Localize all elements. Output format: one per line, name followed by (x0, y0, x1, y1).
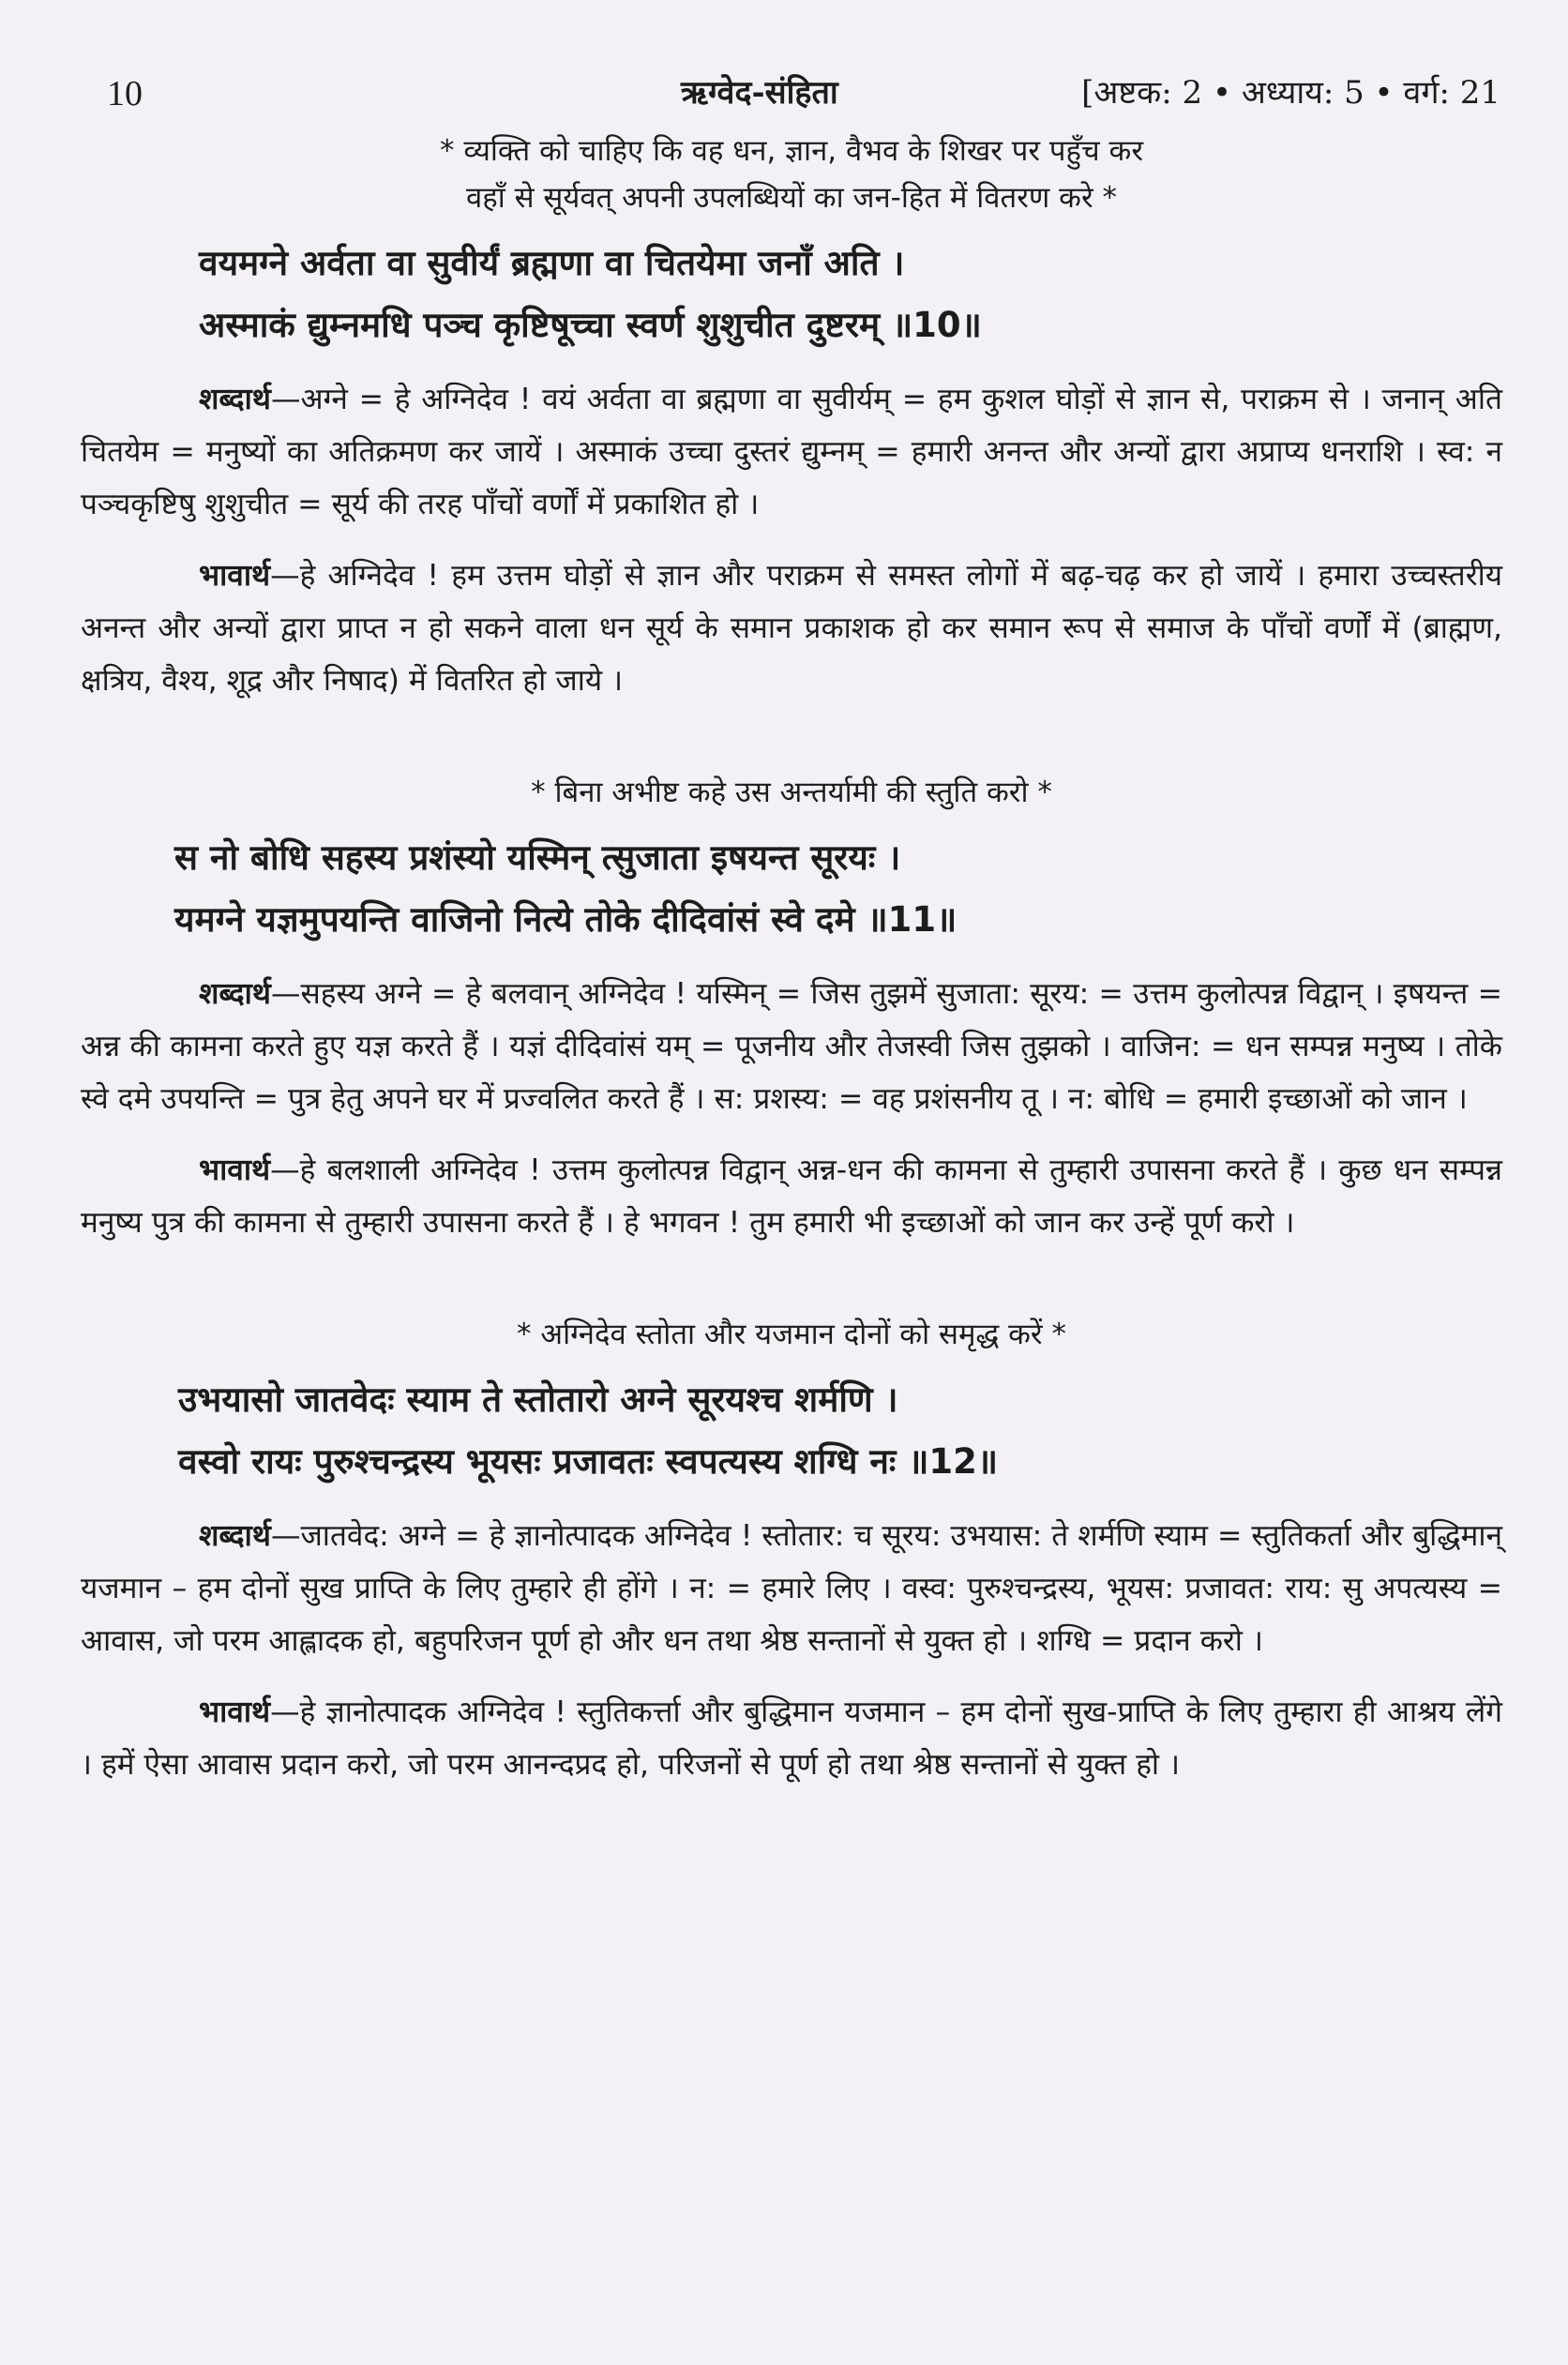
word-meaning-text: —जातवेद: अग्ने = हे ज्ञानोत्पादक अग्निदेव ! स्तोतार: च सूरय: उभयास: ते शर्मणि स्याम = स्तुतिकर्ता और बुद्धिमान् यजमान – हम दोनों सुख प्राप्ति के लिए तुम्हारे ही होंगे । न: = हमारे लिए । वस्व: पुरुश्चन्द्रस्य, भूयस: प्रजावत: राय: सु अपत्यस्य = आवास, जो परम आह्लादक हो, बहुपरिजन पूर्ण हो और धन तथा श्रेष्ठ सन्तानों से युक्त हो । शग्धि = प्रदान करो । (81, 1519, 1502, 1658)
summary-paragraph (81, 1144, 1502, 1249)
verse-section-11 (81, 769, 1502, 1249)
summary-text: —हे ज्ञानोत्पादक अग्निदेव ! स्तुतिकर्त्ता और बुद्धिमान यजमान – हम दोनों सुख-प्राप्ति के लिए तुम्हारा ही आश्रय लेंगे । हमें ऐसा आवास प्रदान करो, जो परम आनन्दप्रद हो, परिजनों से पूर्ण हो तथा श्रेष्ठ सन्तानों से युक्त हो । (81, 1695, 1502, 1782)
summary-paragraph (81, 1686, 1502, 1791)
summary-paragraph (81, 550, 1502, 707)
motto (81, 128, 1502, 221)
summary-text: —हे अग्निदेव ! हम उत्तम घोड़ों से ज्ञान और पराक्रम से समस्त लोगों में बढ़-चढ़ कर हो जायें । हमारा उच्चस्तरीय अनन्त और अन्यों द्वारा प्राप्त न हो सकने वाला धन सूर्य के समान प्रकाशक हो कर समान रूप से समाज के पाँचों वर्णों में (ब्राह्मण, क्षत्रिय, वैश्य, शूद्र और निषाद) में वितरित हो जाये । (81, 559, 1502, 698)
motto-line: * व्यक्ति को चाहिए कि वह धन, ज्ञान, वैभव के शिखर पर पहुँच कर (439, 134, 1144, 168)
word-meaning-text: —अग्ने = हे अग्निदेव ! वयं अर्वता वा ब्रह्मणा वा सुवीर्यम् = हम कुशल घोड़ों से ज्ञान से, पराक्रम से । जनान् अति चितयेम = मनुष्यों का अतिक्रमण कर जायें । अस्माकं उच्चा दुस्तरं द्युम्नम् = हमारी अनन्त और अन्यों द्वारा अप्राप्य धनराशि । स्व: न पञ्चकृष्टिषु शुशुचीत = सूर्य की तरह पाँचों वर्णों में प्रकाशित हो । (81, 383, 1502, 521)
word-meaning-label: शब्दार्थ (199, 1519, 271, 1553)
word-meaning-label: शब्दार्थ (199, 383, 271, 416)
verse-line: उभयासो जातवेदः स्याम ते स्तोतारो अग्ने सूरयश्च शर्मणि । (178, 1379, 898, 1420)
section-spacer (81, 726, 1502, 763)
summary-text: —हे बलशाली अग्निदेव ! उत्तम कुलोत्पन्न विद्वान् अन्न-धन की कामना से तुम्हारी उपासना करते हैं । कुछ धन सम्पन्न मनुष्य पुत्र की कामना से तुम्हारी उपासना करते हैं । हे भगवन ! तुम हमारी भी इच्छाओं को जान कर उन्हें पूर्ण करो । (81, 1153, 1502, 1240)
verse-line: वयमग्ने अर्वता वा सुवीर्यं ब्रह्मणा वा चितयेमा जनाँ अति । (199, 243, 905, 283)
motto-line: वहाँ से सूर्यवत् अपनी उपलब्धियों का जन-हित में वितरण करे * (466, 181, 1117, 215)
motto-line: * अग्निदेव स्तोता और यजमान दोनों को समृद्ध करें * (517, 1318, 1066, 1351)
motto (81, 769, 1502, 816)
verse-line: यमग्ने यज्ञमुपयन्ति वाजिनो नित्ये तोके दीदिवांसं स्वे दमे ॥11॥ (174, 899, 957, 940)
section-spacer (81, 1268, 1502, 1305)
word-meaning-paragraph (81, 373, 1502, 531)
verse-section-12 (81, 1311, 1502, 1791)
summary-label: भावार्थ (199, 1695, 271, 1729)
page-header (81, 56, 1502, 122)
word-meaning-text: —सहस्य अग्ने = हे बलवान् अग्निदेव ! यस्मिन् = जिस तुझमें सुजाता: सूरय: = उत्तम कुलोत्पन्न विद्वान् । इषयन्त = अन्न की कामना करते हुए यज्ञ करते हैं । यज्ञं दीदिवांसं यम् = पूजनीय और तेजस्वी जिस तुझको । वाजिन: = धन सम्पन्न मनुष्य । तोके स्वे दमे उपयन्ति = पुत्र हेतु अपने घर में प्रज्वलित करते हैं । स: प्रशस्य: = वह प्रशंसनीय तू । न: बोधि = हमारी इच्छाओं को जान । (81, 977, 1502, 1116)
sanskrit-verse (81, 827, 1502, 951)
word-meaning-paragraph (81, 968, 1502, 1125)
verse-section-10 (81, 128, 1502, 707)
sanskrit-verse (81, 233, 1502, 356)
summary-label: भावार्थ (199, 559, 271, 593)
running-title: ऋग्वेद-संहिता (681, 74, 838, 112)
sanskrit-verse (81, 1369, 1502, 1493)
verse-line: स नो बोधि सहस्य प्रशंस्यो यस्मिन् त्सुजाता इषयन्त सूरयः । (174, 837, 901, 878)
verse-line: अस्माकं द्युम्नमधि पञ्च कृष्टिषूच्चा स्वर्ण शुशुचीत दुष्टरम् ॥10॥ (199, 305, 982, 345)
verse-line: वस्वो रायः पुरुश्चन्द्रस्य भूयसः प्रजावतः स्वपत्यस्य शग्धि नः ॥12॥ (178, 1441, 999, 1482)
motto-line: * बिना अभीष्ट कहे उस अन्तर्यामी की स्तुति करो * (531, 776, 1052, 809)
word-meaning-paragraph (81, 1510, 1502, 1667)
page-number: 10 (107, 74, 143, 113)
word-meaning-label: शब्दार्थ (199, 977, 271, 1011)
summary-label: भावार्थ (199, 1153, 271, 1187)
motto (81, 1311, 1502, 1358)
chapter-reference: [अष्टक: 2 • अध्याय: 5 • वर्ग: 21 (1081, 74, 1500, 112)
